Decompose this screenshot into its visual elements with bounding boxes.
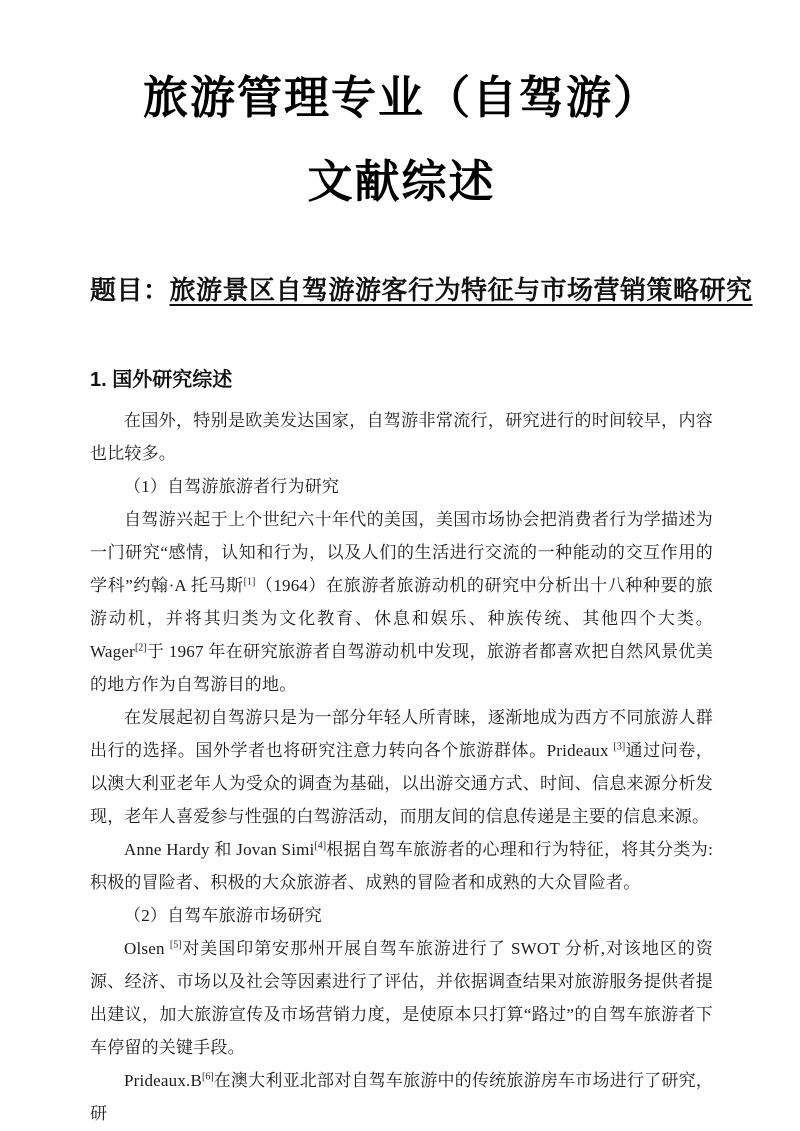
paragraph-origin-motives: 自驾游兴起于上个世纪六十年代的美国，美国市场协会把消费者行为学描述为一门研究“感情，认知和行为，以及人们的生活进行交流的一种能动的交互作用的学科”约翰·A 托马斯[1]（1964）在旅游者旅游动机的研究中分析出十八种种要的旅游动机，并将其归类为文化教育、休息和娱乐、种族传统、其他四个大类。Wager[2]于 1967 年在研究旅游者自驾游动机中发现，旅游者都喜欢把自然风景优美的地方作为自驾游目的地。: [90, 510, 713, 694]
title-line-1: 旅游管理专业（自驾游）: [142, 73, 660, 123]
citation-marker: [4]: [314, 840, 327, 852]
title-line-2: 文献综述: [307, 157, 496, 207]
citation-marker: [3]: [613, 741, 626, 753]
topic-title-underlined: 旅游景区自驾游游客行为特征与市场营销策略研究: [169, 275, 753, 305]
sub-heading-behavior-research: （1）自驾游旅游者行为研究: [124, 477, 340, 496]
paragraph-hardy-simi: Anne Hardy 和 Jovan Simi[4]根据自驾车旅游者的心理和行为特征，将其分类为:积极的冒险者、积极的大众旅游者、成熟的冒险者和成熟的大众冒险者。: [90, 840, 713, 892]
paragraph-intro: 在国外，特别是欧美发达国家，自驾游非常流行，研究进行的时间较早，内容也比较多。: [90, 411, 713, 463]
paragraph-olsen-swot: Olsen [5]对美国印第安那州开展自驾车旅游进行了 SWOT 分析,对该地区的资源、经济、市场以及社会等因素进行了评估，并依据调查结果对旅游服务提供者提出建议，加大旅游宣传及市场营销力度，是使原本只打算“路过”的自驾车旅游者下车停留的关键手段。: [90, 939, 713, 1057]
thesis-topic-line: [90, 272, 753, 308]
citation-marker: [2]: [134, 642, 147, 654]
paragraph-traveler-groups: 在发展起初自驾游只是为一部分年轻人所青睐，逐渐地成为西方不同旅游人群出行的选择。国外学者也将研究注意力转向各个旅游群体。Prideaux [3]通过问卷，以澳大利亚老年人为受众的调查为基础，以出游交通方式、时间、信息来源分析发现，老年人喜爱参与性强的白驾游活动，而朋友间的信息传递是主要的信息来源。: [90, 708, 714, 826]
citation-marker: [5]: [169, 939, 182, 951]
topic-label: 题目：: [90, 275, 170, 305]
paragraph-prideaux-rv: Prideaux.B[6]在澳大利亚北部对自驾车旅游中的传统旅游房车市场进行了研究，研: [90, 1071, 713, 1123]
document-body: [90, 404, 713, 1130]
citation-marker: [6]: [202, 1071, 214, 1083]
document-title: [90, 56, 713, 224]
sub-heading-market-research: （2）自驾车旅游市场研究: [124, 906, 322, 925]
section-heading-overseas-review: 1. 国外研究综述: [90, 369, 233, 391]
citation-marker: [1]: [243, 576, 256, 588]
